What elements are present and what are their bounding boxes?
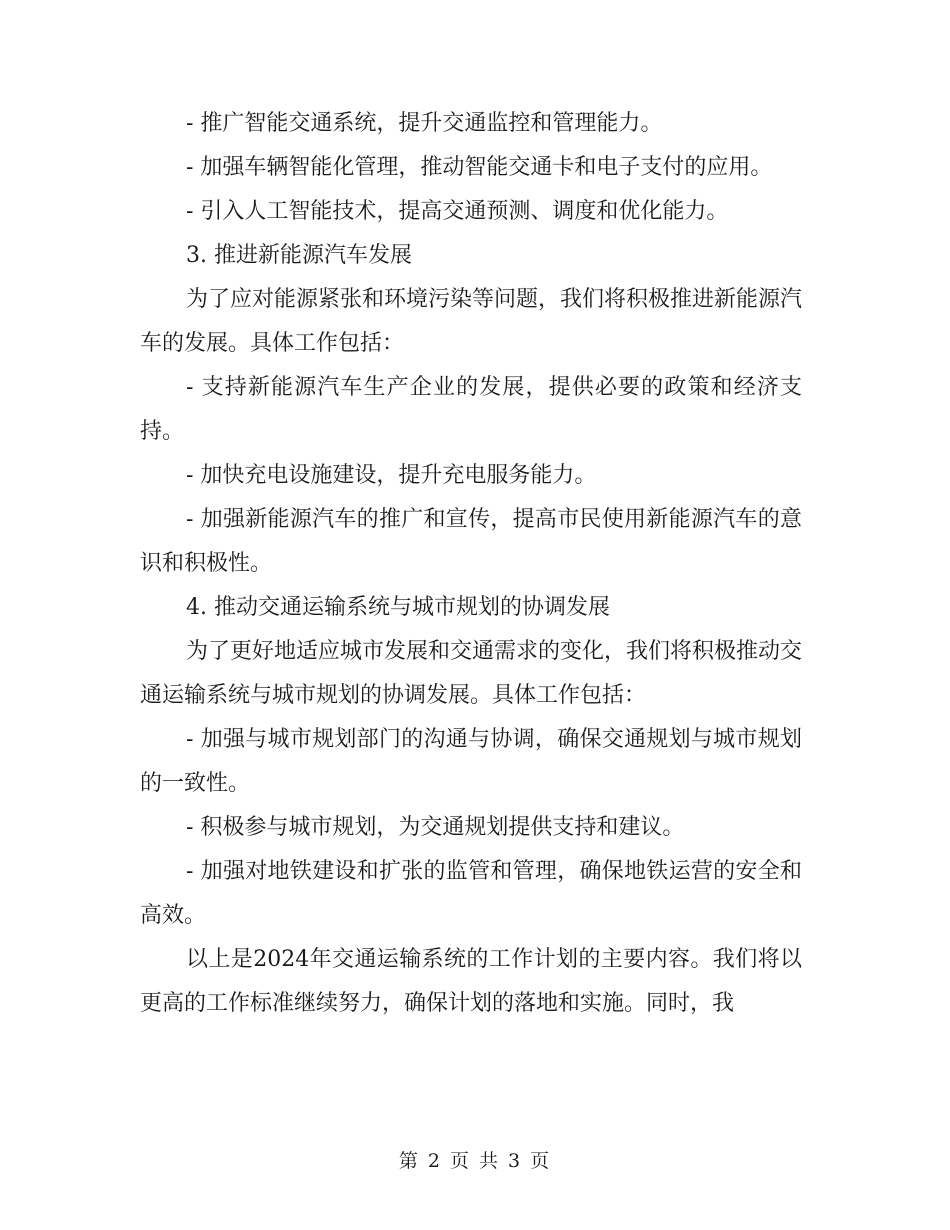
section-heading-4: 4. 推动交通运输系统与城市规划的协调发展: [186, 595, 610, 620]
bullet-metro-supervision: - 加强对地铁建设和扩张的监管和管理，确保地铁运营的安全和高效。: [140, 859, 802, 928]
bullet-support-nev-enterprises: - 支持新能源汽车生产企业的发展，提供必要的政策和经济支持。: [140, 375, 802, 444]
bullet-nev-promotion: - 加强新能源汽车的推广和宣传，提高市民使用新能源汽车的意识和积极性。: [140, 507, 802, 576]
closing-paragraph: 以上是2024年交通运输系统的工作计划的主要内容。我们将以更高的工作标准继续努力，确保计划的落地和实施。同时，我: [140, 947, 802, 1016]
bullet-planning-coordination: - 加强与城市规划部门的沟通与协调，确保交通规划与城市规划的一致性。: [140, 727, 802, 796]
section-3-intro: 为了应对能源紧张和环境污染等问题，我们将积极推进新能源汽车的发展。具体工作包括：: [140, 287, 803, 356]
bullet-charging-facilities: - 加快充电设施建设，提升充电服务能力。: [186, 463, 597, 488]
bullet-ai-technology: - 引入人工智能技术，提高交通预测、调度和优化能力。: [186, 199, 729, 224]
bullet-vehicle-intelligent-management: - 加强车辆智能化管理，推动智能交通卡和电子支付的应用。: [186, 155, 773, 180]
bullet-intelligent-traffic-system: - 推广智能交通系统，提升交通监控和管理能力。: [186, 111, 663, 136]
page-number-footer: 第 2 页 共 3 页: [398, 1150, 552, 1172]
document-body: [140, 102, 802, 1026]
section-heading-3: 3. 推进新能源汽车发展: [186, 243, 412, 268]
bullet-participate-planning: - 积极参与城市规划，为交通规划提供支持和建议。: [186, 815, 685, 840]
section-4-intro: 为了更好地适应城市发展和交通需求的变化，我们将积极推动交通运输系统与城市规划的协调发展。具体工作包括：: [140, 639, 803, 708]
